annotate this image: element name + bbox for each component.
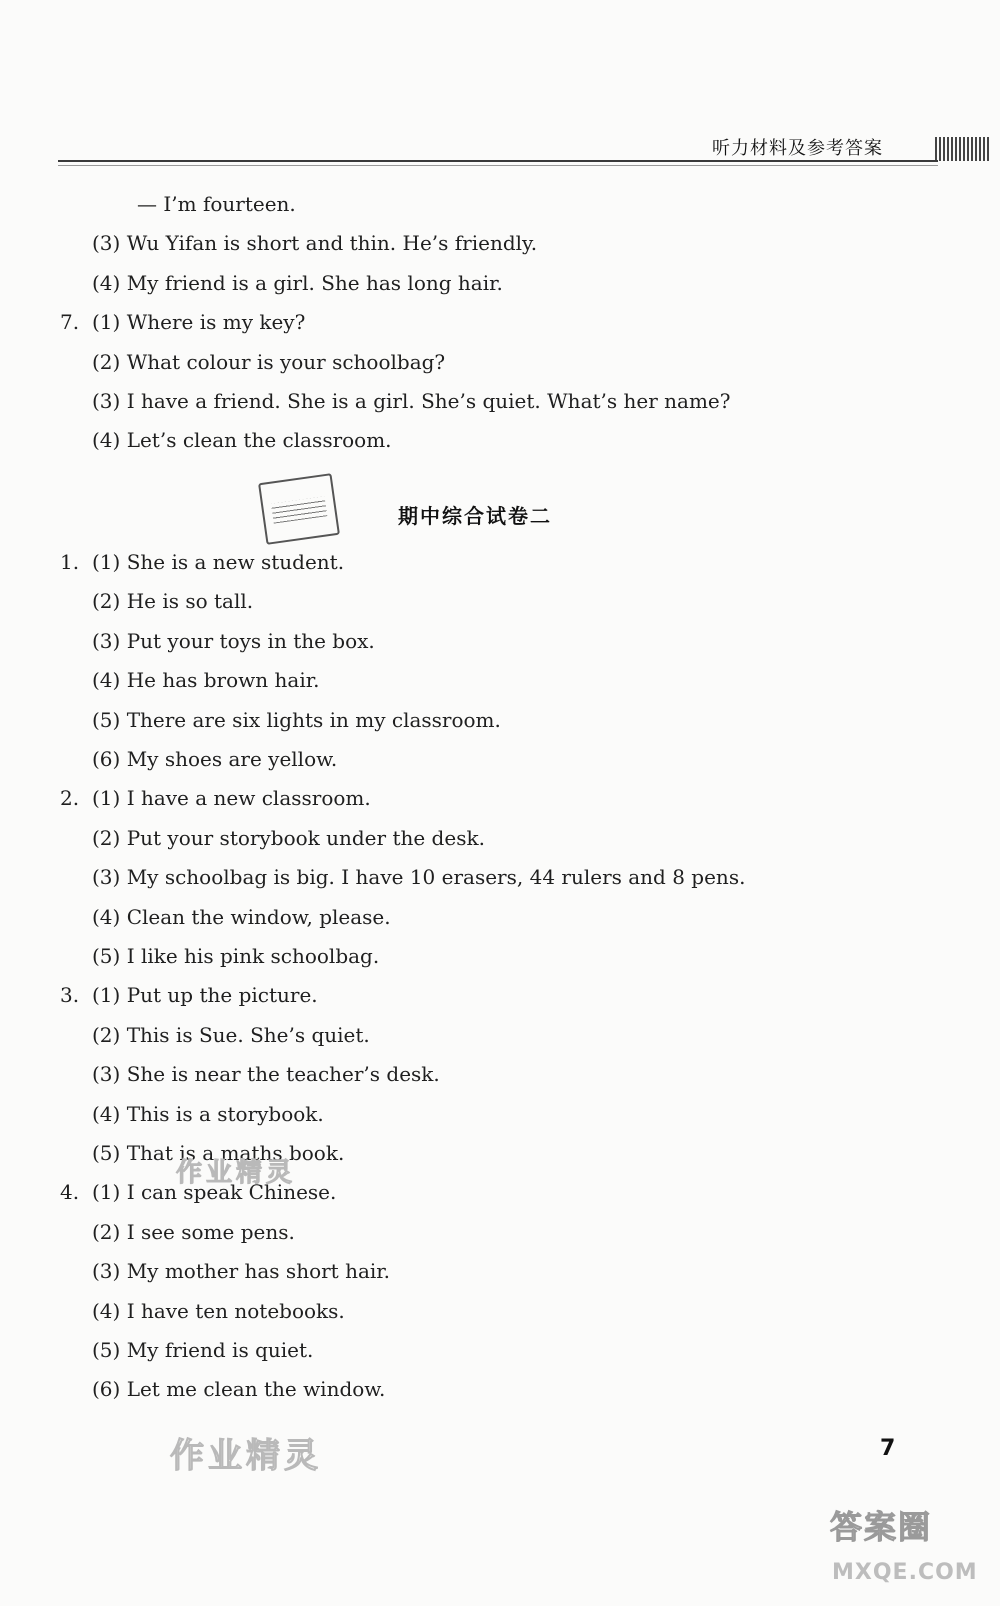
question-number: 4. [60,1180,80,1205]
script-line: (2) What colour is your schoolbag? [92,349,446,374]
script-line: (6) My shoes are yellow. [92,747,338,771]
script-line: (1) I can speak Chinese. [92,1180,337,1205]
header-title: 听力材料及参考答案 [712,138,883,159]
section-title: 期中综合试卷二 [398,504,552,528]
script-line: (5) That is a maths book. [92,1141,345,1165]
script-line: (2) This is Sue. She’s quiet. [92,1022,370,1047]
script-line: (1) She is a new student. [92,550,345,574]
question-number: 3. [60,983,80,1008]
script-line: (1) Put up the picture. [92,983,318,1008]
script-line: (3) My mother has short hair. [92,1259,390,1284]
script-line: (1) Where is my key? [92,310,306,335]
header-rule [58,160,938,162]
script-line: (5) My friend is quiet. [92,1338,314,1362]
script-line: (2) Put your storybook under the desk. [92,825,485,850]
script-line: (3) Wu Yifan is short and thin. He’s friendly. [92,231,538,256]
page-number: 7 [880,1436,896,1461]
script-line: (5) I like his pink schoolbag. [92,944,380,968]
script-line: (4) Let’s clean the classroom. [92,428,392,453]
script-line: (1) I have a new classroom. [92,786,371,811]
corner-watermark: 答案圈 [830,1508,933,1546]
question-number: 1. [60,550,80,574]
script-line: (2) He is so tall. [92,589,254,614]
script-line: (3) I have a friend. She is a girl. She’s quiet. What’s her name? [92,389,731,413]
header-rule-thin [58,165,938,166]
script-line: (6) Let me clean the window. [92,1377,386,1402]
corner-watermark-url: MXQE.COM [832,1560,978,1585]
script-line: (4) He has brown hair. [92,668,320,693]
script-line: (4) This is a storybook. [92,1101,324,1126]
header-bars [935,137,990,161]
script-line: (3) My schoolbag is big. I have 10 erasers, 44 rulers and 8 pens. [92,865,746,890]
logo-stamp-icon [258,473,340,545]
watermark-bottom-left: 作业精灵 [170,1436,322,1476]
question-number: 7. [60,310,80,335]
script-line: — I’m fourteen. [137,192,296,216]
script-line: (3) Put your toys in the box. [92,628,375,653]
script-line: (4) I have ten notebooks. [92,1298,345,1323]
script-line: (4) Clean the window, please. [92,904,391,929]
script-line: (5) There are six lights in my classroom. [92,707,501,732]
question-number: 2. [60,786,80,811]
script-line: (3) She is near the teacher’s desk. [92,1062,440,1087]
watermark-mid: 作业精灵 [176,1158,297,1188]
script-line: (4) My friend is a girl. She has long hair. [92,270,503,295]
script-line: (2) I see some pens. [92,1219,295,1244]
